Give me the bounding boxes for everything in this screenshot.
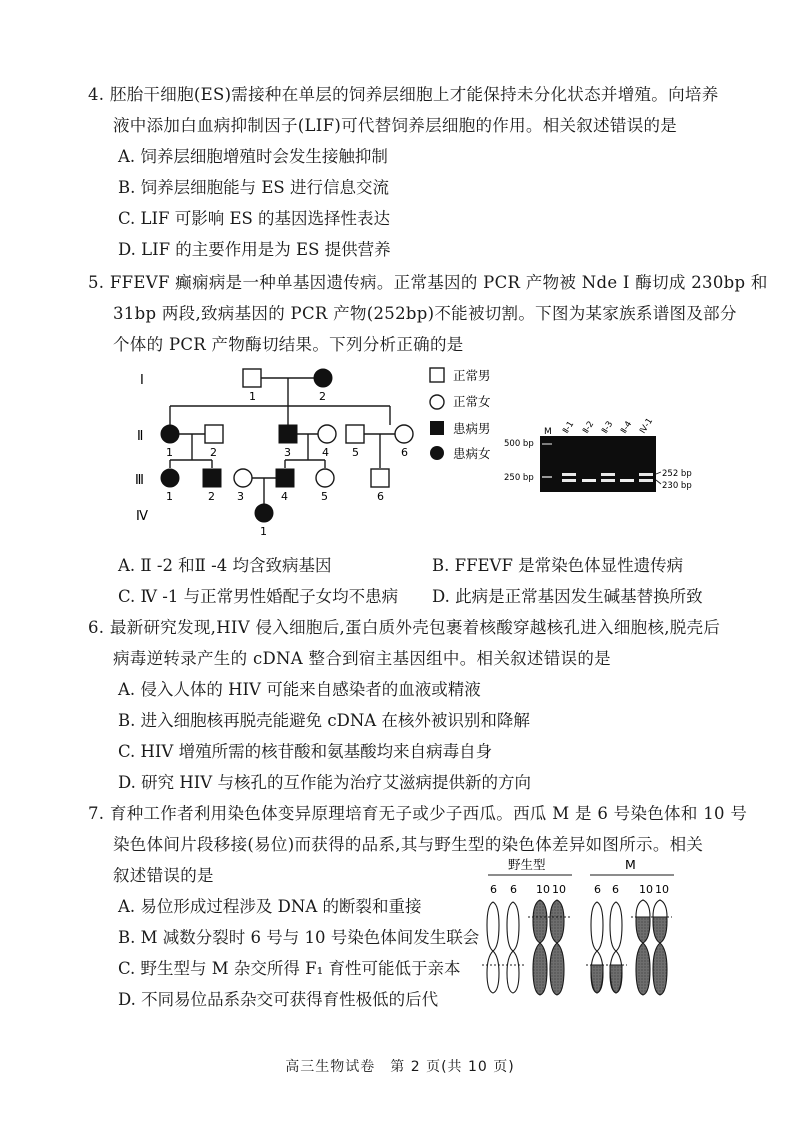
iii1-affected-female: [161, 469, 179, 487]
ii6-normal-female: [395, 425, 413, 443]
q7-stem-line1: 7. 育种工作者利用染色体变异原理培育无子或少子西瓜。西瓜 M 是 6 号染色体和 10 号: [88, 804, 748, 823]
m-chr6b-label: 6: [612, 883, 619, 896]
q4-option-b: B. 饲养层细胞能与 ES 进行信息交流: [118, 178, 389, 197]
legend-affected-male-icon: [430, 421, 444, 435]
group-label-m: M: [625, 857, 636, 872]
wt-chr10b-label: 10: [552, 883, 566, 896]
wt-chr10b: [550, 900, 564, 995]
band-ii3-230: [601, 479, 615, 482]
q6-option-b: B. 进入细胞核再脱壳能避免 cDNA 在核外被识别和降解: [118, 711, 530, 730]
gen-label-ii: Ⅱ: [137, 429, 144, 444]
wt-chr6a-label: 6: [490, 883, 497, 896]
wt-chr6b: [507, 902, 519, 993]
ii6-number: 6: [401, 446, 408, 459]
band-ii1-230: [562, 479, 576, 482]
legend-normal-male: 正常男: [453, 368, 491, 383]
i1-number: 1: [249, 390, 256, 403]
gel-lane-ii4: Ⅱ-4: [619, 419, 635, 436]
q4-stem-line2: 液中添加白血病抑制因子(LIF)可代替饲养层细胞的作用。相关叙述错误的是: [113, 116, 678, 135]
gel-label-500bp: 500 bp: [504, 439, 534, 449]
chromosome-figure: [470, 855, 700, 1005]
gel-label-250bp: 250 bp: [504, 473, 534, 483]
gen-label-iii: Ⅲ: [135, 473, 144, 488]
wt-chr6b-label: 6: [510, 883, 517, 896]
iii1-number: 1: [166, 490, 173, 503]
q5-option-d: D. 此病是正常基因发生碱基替换所致: [432, 587, 703, 606]
q5-stem-line1: 5. FFEVF 癫痫病是一种单基因遗传病。正常基因的 PCR 产物被 Nde Ⅰ 酶切成 230bp 和: [88, 273, 768, 292]
iv1-number: 1: [260, 525, 267, 538]
m-chr10b-label: 10: [655, 883, 669, 896]
m-chr10a-translocated-segment: [636, 900, 650, 917]
q7-option-d: D. 不同易位品系杂交可获得育性极低的后代: [118, 990, 439, 1009]
q5-option-c: C. Ⅳ -1 与正常男性婚配子女均不患病: [118, 587, 399, 606]
q6-stem-line2: 病毒逆转录产生的 cDNA 整合到宿主基因组中。相关叙述错误的是: [113, 649, 611, 668]
q4-option-d: D. LIF 的主要作用是为 ES 提供营养: [118, 240, 391, 259]
wt-chr10a: [533, 900, 547, 995]
gel-lane-iv1: Ⅳ-1: [638, 416, 656, 436]
iii4-affected-male: [276, 469, 294, 487]
gel-label-230bp: 230 bp: [662, 481, 692, 491]
band-iv1-252: [639, 473, 653, 476]
group-label-wild-type: 野生型: [508, 857, 546, 872]
i1-normal-male: [243, 369, 261, 387]
legend-affected-female-icon: [430, 446, 444, 460]
q6-stem-line1: 6. 最新研究发现,HIV 侵入细胞后,蛋白质外壳包裹着核酸穿越核孔进入细胞核,脱壳后: [88, 618, 721, 637]
iii5-number: 5: [321, 490, 328, 503]
q5-stem-line3: 个体的 PCR 产物酶切结果。下列分析正确的是: [113, 335, 464, 354]
gel-lane-m: M: [544, 427, 552, 437]
q7-option-a: A. 易位形成过程涉及 DNA 的断裂和重接: [118, 897, 422, 916]
iii3-number: 3: [237, 490, 244, 503]
q5-option-b: B. FFEVF 是常染色体显性遗传病: [432, 556, 684, 575]
legend-affected-male: 患病男: [453, 421, 491, 436]
page-footer: 高三生物试卷 第 2 页(共 10 页): [285, 1059, 515, 1075]
ii2-normal-male: [205, 425, 223, 443]
q4-option-a: A. 饲养层细胞增殖时会发生接触抑制: [118, 147, 388, 166]
wt-chr6a: [487, 902, 499, 993]
ii4-number: 4: [322, 446, 329, 459]
legend-normal-male-icon: [430, 368, 444, 382]
band-ii2-230: [582, 479, 596, 482]
gen-label-i: Ⅰ: [140, 373, 144, 388]
gel-image: [504, 416, 692, 492]
q6-option-a: A. 侵入人体的 HIV 可能来自感染者的血液或精液: [118, 680, 481, 699]
q5-stem-line2: 31bp 两段,致病基因的 PCR 产物(252bp)不能被切割。下图为某家族系谱图及部分: [113, 304, 737, 323]
ii2-number: 2: [210, 446, 217, 459]
i2-affected-female: [314, 369, 332, 387]
band-iv1-230: [639, 479, 653, 482]
ii1-number: 1: [166, 446, 173, 459]
m-chr10a-label: 10: [639, 883, 653, 896]
pedigree-figure: [0, 360, 800, 540]
q7-option-b: B. M 减数分裂时 6 号与 10 号染色体间发生联会: [118, 928, 480, 947]
q7-stem-line2: 染色体间片段移接(易位)而获得的品系,其与野生型的染色体差异如图所示。相关: [113, 835, 704, 854]
q4-stem-line1: 4. 胚胎干细胞(ES)需接种在单层的饲养层细胞上才能保持未分化状态并增殖。向培养: [88, 85, 719, 104]
gel-lane-ii3: Ⅱ-3: [600, 419, 616, 436]
ii3-affected-male: [279, 425, 297, 443]
q5-option-a: A. Ⅱ -2 和Ⅱ -4 均含致病基因: [118, 556, 332, 575]
ii1-affected-female: [161, 425, 179, 443]
ii3-number: 3: [284, 446, 291, 459]
legend-affected-female: 患病女: [453, 446, 491, 461]
q7-option-c: C. 野生型与 M 杂交所得 F₁ 育性可能低于亲本: [118, 959, 461, 978]
iii6-normal-male: [371, 469, 389, 487]
q6-option-c: C. HIV 增殖所需的核苷酸和氨基酸均来自病毒自身: [118, 742, 493, 761]
band-ii3-252: [601, 473, 615, 476]
m-chr10b-translocated-segment: [653, 900, 667, 917]
gel-lane-ii1: Ⅱ-1: [561, 419, 577, 436]
legend-normal-female-icon: [430, 395, 444, 409]
iii2-number: 2: [208, 490, 215, 503]
iii4-number: 4: [281, 490, 288, 503]
i2-number: 2: [319, 390, 326, 403]
gel-label-252bp: 252 bp: [662, 469, 692, 479]
ii5-normal-male: [346, 425, 364, 443]
wt-chr10a-label: 10: [536, 883, 550, 896]
band-ii4-230: [620, 479, 634, 482]
ii5-number: 5: [352, 446, 359, 459]
ii4-normal-female: [318, 425, 336, 443]
iii3-normal-female: [234, 469, 252, 487]
iii6-number: 6: [377, 490, 384, 503]
iii2-affected-male: [203, 469, 221, 487]
gen-label-iv: Ⅳ: [136, 509, 148, 524]
q6-option-d: D. 研究 HIV 与核孔的互作能为治疗艾滋病提供新的方向: [118, 773, 531, 792]
gel-lane-ii2: Ⅱ-2: [581, 419, 597, 436]
q4-option-c: C. LIF 可影响 ES 的基因选择性表达: [118, 209, 391, 228]
iii5-normal-female: [316, 469, 334, 487]
iv1-affected-female: [255, 504, 273, 522]
legend-normal-female: 正常女: [453, 394, 491, 409]
q7-stem-line3: 叙述错误的是: [113, 866, 214, 885]
m-chr6a-label: 6: [594, 883, 601, 896]
band-ii1-252: [562, 473, 576, 476]
